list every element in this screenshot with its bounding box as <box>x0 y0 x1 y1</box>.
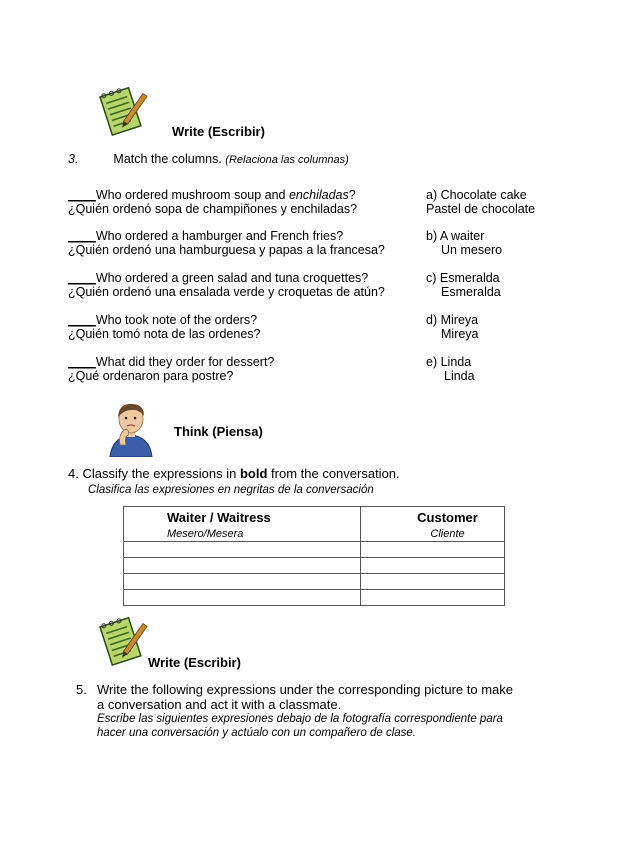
table-row <box>124 542 505 558</box>
match-item-english <box>68 229 343 243</box>
question-4-bold-word: bold <box>239 466 268 481</box>
customer-column-header <box>361 507 505 542</box>
instruction-5-line4-es: hacer una conversación y actúalo con un compañero de clase. <box>97 727 417 739</box>
table-row <box>124 590 505 606</box>
answer-option: d) Mireya <box>426 313 479 327</box>
table-row <box>124 574 505 590</box>
customer-cell[interactable] <box>361 590 505 606</box>
question-text: Who ordered a hamburger and French fries? <box>95 229 344 243</box>
question-text-italic: enchiladas <box>288 188 349 202</box>
answer-blank[interactable]: ____ <box>68 271 96 285</box>
answer-option: b) A waiter <box>426 229 485 243</box>
match-item-english <box>68 313 257 327</box>
match-item-spanish: ¿Quién ordenó una hamburguesa y papas a la francesa? <box>68 243 385 257</box>
match-item-spanish: ¿Qué ordenaron para postre? <box>68 369 234 383</box>
instruction-5-line3-es: Escribe las siguientes expresiones debajo de la fotografía correspondiente para <box>97 713 503 725</box>
answer-blank[interactable]: ____ <box>68 313 96 327</box>
answer-option-es: Esmeralda <box>441 285 501 299</box>
thinking-person-icon <box>104 399 158 462</box>
question-text-end: ? <box>348 188 356 202</box>
customer-column-title: Customer <box>417 510 478 525</box>
match-item-english <box>68 271 368 285</box>
waiter-column-header <box>124 507 361 542</box>
notebook-pencil-icon <box>96 613 148 676</box>
answer-option-es: Pastel de chocolate <box>426 202 536 216</box>
customer-cell[interactable] <box>361 542 505 558</box>
waiter-cell[interactable] <box>124 558 361 574</box>
answer-option-es: Linda <box>444 369 475 383</box>
notebook-pencil-icon <box>96 83 148 146</box>
instruction-line-3 <box>68 152 349 167</box>
waiter-cell[interactable] <box>124 590 361 606</box>
customer-cell[interactable] <box>361 574 505 590</box>
answer-option-es: Mireya <box>441 327 479 341</box>
answer-blank[interactable]: ____ <box>68 355 96 369</box>
question-text: Who took note of the orders? <box>95 313 258 327</box>
match-item-spanish: ¿Quién ordenó una ensalada verde y croquetas de atún? <box>68 285 385 299</box>
answer-blank[interactable]: ____ <box>68 229 96 243</box>
question-4 <box>68 466 400 481</box>
section-title-think: Think (Piensa) <box>174 424 263 439</box>
question-text: Who ordered a green salad and tuna croquettes? <box>95 271 369 285</box>
instruction-5-line1: Write the following expressions under the corresponding picture to make <box>97 682 513 697</box>
instruction-text-es: (Relaciona las columnas) <box>225 154 349 166</box>
question-4-es: Clasifica las expresiones en negritas de la conversación <box>88 484 374 496</box>
section-title-write-2: Write (Escribir) <box>148 655 241 670</box>
match-item-spanish: ¿Quién ordenó sopa de champiñones y enchiladas? <box>68 202 358 216</box>
section-title-write-1: Write (Escribir) <box>172 124 265 139</box>
waiter-column-subtitle: Mesero/Mesera <box>167 528 244 540</box>
match-item-english <box>68 188 356 202</box>
item-number-5: 5. <box>76 682 87 697</box>
answer-option-es: Un mesero <box>441 243 503 257</box>
instruction-5 <box>97 682 513 740</box>
question-4-text-pre: 4. Classify the expressions in <box>68 466 240 481</box>
question-4-text-post: from the conversation. <box>267 466 400 481</box>
question-text: Who ordered mushroom soup and <box>95 188 289 202</box>
match-item-english <box>68 355 274 369</box>
customer-column-subtitle: Cliente <box>430 528 465 540</box>
answer-option: c) Esmeralda <box>426 271 500 285</box>
answer-option: e) Linda <box>426 355 472 369</box>
customer-cell[interactable] <box>361 558 505 574</box>
classification-table <box>123 506 505 606</box>
answer-option: a) Chocolate cake <box>426 188 527 202</box>
waiter-cell[interactable] <box>124 542 361 558</box>
item-number: 3. <box>68 152 79 166</box>
instruction-5-line2: a conversation and act it with a classmate. <box>97 697 342 712</box>
waiter-cell[interactable] <box>124 574 361 590</box>
question-text: What did they order for dessert? <box>95 355 275 369</box>
waiter-column-title: Waiter / Waitress <box>167 510 271 525</box>
answer-blank[interactable]: ____ <box>68 188 96 202</box>
table-row <box>124 558 505 574</box>
match-item-spanish: ¿Quién tomó nota de las ordenes? <box>68 327 261 341</box>
instruction-text: Match the columns. <box>113 152 222 166</box>
table-body <box>124 542 505 606</box>
